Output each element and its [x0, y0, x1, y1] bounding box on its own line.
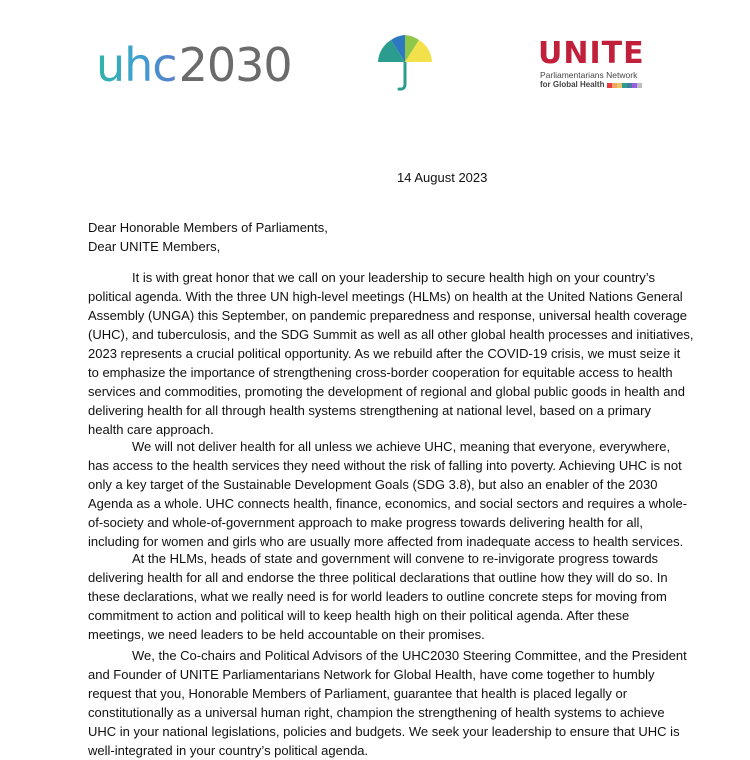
paragraph-line: and Founder of UNITE Parliamentarians Network for Global Health, have come together to humbly	[88, 667, 655, 682]
salutation-line: Dear UNITE Members,	[88, 239, 221, 254]
paragraph-line: including for women and girls who are usually more affected from inadequate access to health services.	[88, 534, 684, 549]
paragraph-line: 2023 represents a crucial political opportunity. As we rebuild after the COVID-19 crisis, we must seize it	[88, 346, 681, 361]
paragraph-line: request that you, Honorable Members of Parliament, guarantee that health is placed legally or	[88, 686, 628, 701]
paragraph-line: commitment to action and political will to keep health high on their political agenda. After these	[88, 608, 630, 623]
paragraph-line: delivering health for all and endorse the three political declarations that outline how they will do so. In	[88, 570, 668, 585]
body-paragraph	[88, 268, 710, 439]
paragraph-line: meetings, we need leaders to be held accountable on their promises.	[88, 627, 485, 642]
body-paragraph	[88, 437, 710, 551]
paragraph-line: well-integrated in your country’s political agenda.	[88, 743, 369, 758]
paragraph-line: of-society and whole-of-government approach to make progress towards delivering health for all,	[88, 515, 643, 530]
paragraph-line: has access to the health services they need without the risk of falling into poverty. Achieving UHC is not	[88, 458, 682, 473]
paragraph-line: (UHC), and tuberculosis, and the SDG Summit as well as all other global health processes and initiatives,	[88, 327, 694, 342]
paragraph-line: It is with great honor that we call on your leadership to secure health high on your country’s	[132, 270, 655, 285]
unite-logo-subtitle2: for Global Health	[540, 80, 605, 89]
body-paragraph	[88, 549, 710, 644]
umbrella-icon	[374, 32, 436, 92]
paragraph-line: At the HLMs, heads of state and government will convene to re-invigorate progress towards	[132, 551, 659, 566]
paragraph-line: We, the Co-chairs and Political Advisors of the UHC2030 Steering Committee, and the President	[132, 648, 687, 663]
paragraph-line: Agenda as a whole. UHC connects health, finance, economics, and social sectors and requires a whole-	[88, 496, 688, 511]
paragraph-line: services and commodities, promoting the development of regional and global public goods in health and	[88, 384, 685, 399]
uhc2030-logo-uhc: uhc	[96, 38, 177, 92]
paragraph-line: health care approach.	[88, 422, 214, 437]
paragraph-line: We will not deliver health for all unless we achieve UHC, meaning that everyone, everywhere,	[132, 439, 671, 454]
unite-logo-subtitle: Parliamentarians Network	[540, 70, 638, 80]
paragraph-line: Assembly (UNGA) this September, on pandemic preparedness and response, universal health coverage	[88, 308, 688, 323]
unite-logo-subtitle2-row	[540, 80, 658, 90]
paragraph-line: UHC in your national legislations, policies and budgets. We seek your leadership to ensure that UHC is	[88, 724, 680, 739]
uhc2030-logo	[96, 38, 292, 92]
paragraph-line: constitutionally as a universal human right, champion the strengthening of health systems to achieve	[88, 705, 665, 720]
unite-logo-name: UNITE	[538, 36, 645, 71]
salutation	[88, 218, 688, 256]
salutation-line: Dear Honorable Members of Parliaments,	[88, 220, 328, 235]
paragraph-line: political agenda. With the three UN high-level meetings (HLMs) on health at the United Nations General	[88, 289, 683, 304]
paragraph-line: these declarations, what we really need is for world leaders to outline concrete steps for moving from	[88, 589, 667, 604]
unite-color-stripes	[607, 83, 642, 88]
unite-logo	[538, 38, 658, 90]
paragraph-line: delivering health for all through health systems strengthening at national level, based on a primary	[88, 403, 651, 418]
letter-date: 14 August 2023	[397, 170, 488, 185]
body-paragraph	[88, 646, 710, 760]
paragraph-line: only a key target of the Sustainable Development Goals (SDG 3.8), but also an enabler of the 2030	[88, 477, 658, 492]
uhc2030-logo-year: 2030	[178, 38, 292, 92]
paragraph-line: to emphasize the importance of strengthening cross-border cooperation for equitable access to health	[88, 365, 673, 380]
